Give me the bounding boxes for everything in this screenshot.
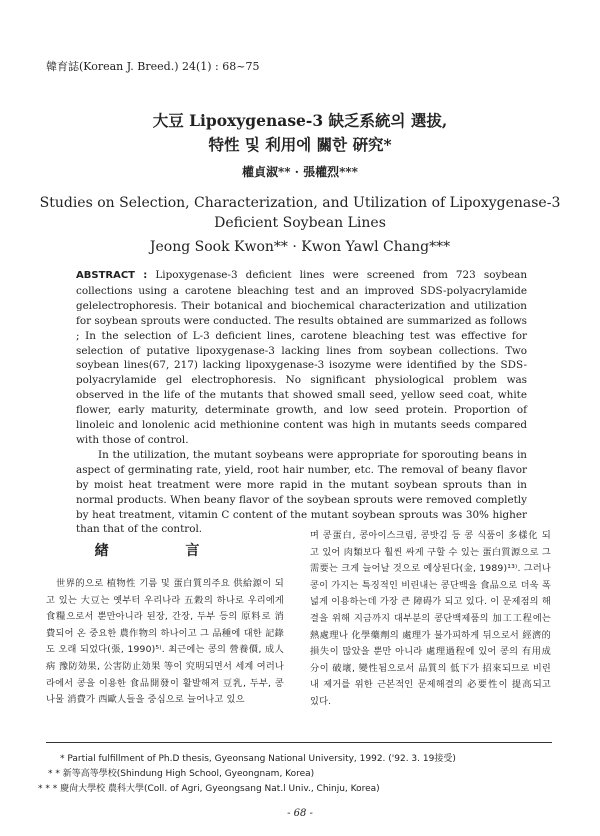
section-heading: 緖 言	[94, 543, 236, 559]
english-title	[0, 193, 600, 233]
english-title-line-2: Deficient Soybean Lines	[214, 215, 386, 231]
abstract	[76, 268, 527, 537]
journal-citation: 韓育誌(Korean J. Breed.) 24(1) : 68~75	[46, 60, 260, 73]
korean-title-line-2: 特性 및 利用에 關한 硏究*	[208, 135, 392, 154]
korean-authors: 權貞淑** · 張權烈***	[242, 165, 358, 179]
footnote-divider	[46, 742, 552, 743]
body-column-left	[46, 576, 284, 709]
body-left-text: 世界的으로 植物性 기름 및 蛋白質의주요 供給源이 되고 있는 大豆는 옛부터 우리나라 五穀의 하나로 우리에게 食糧으로서 뿐만아니라 된장, 간장, 두부 등의 原料로 消費되어 온 중요한 農作物의 하나이고 그 品種에 대한 記錄도 오래 되었다(張, 1990)⁵⁾. 최근에는 콩의 營養價, 成人病 豫防効果, 公害防止効果 等이 究明되면서 세계 여러나라에서 콩을 이용한 食品開發이 활발해져 豆乳, 두부, 콩나물 消費가 西歐人들을 중심으로 늘어나고 있으	[46, 578, 284, 706]
abstract-label: ABSTRACT :	[76, 270, 148, 281]
abstract-text-1: Lipoxygenase-3 deficient lines were screened from 723 soybean collections using a carotene bleaching test and an improved SDS-polyacrylamide gelelectrophoresis. Their botanical and biochemical characterization and utilization for soybean sprouts were conducted. The results obtained are summarized as follows ; In the selection of L-3 deficient lines, carotene bleaching test was effective for selection of putative lipoxygenase-3 lacking lines from soybean collections. Two soybean lines(67, 217) lacking lipoxygenase-3 isozyme were identified by the SDS-polyacrylamide gel electrophoresis. No significant physiological problem was observed in the life of the mutants that showed small seed, yellow seed coat, white flower, early maturity, determinate growth, and low seed protein. Proportion of linoleic and lonolenic acid methionine content was high in mutants seeds compared with those of control.	[76, 269, 528, 446]
footnote-2: * * 新等高等學校(Shindung High School, Gyeongnam, Korea)	[48, 769, 315, 779]
abstract-paragraph-2: In the utilization, the mutant soybeans were appropriate for sporouting beans in aspect of germinating rate, yield, root hair number, etc. The removal of beany flavor by moist heat treatment were more rapid in the mutant soybean sprouts than in normal products. When beany flavor of the soybean sprouts were removed completly by heat treatment, vitamin C content of the mutant soybean sprouts was 30% higher than that of the control.	[76, 448, 527, 536]
footnote-3: * * * 慶尙大學校 農科大學(Coll. of Agri, Gyeongsang Nat.l Univ., Chinju, Korea)	[38, 784, 380, 794]
english-authors: Jeong Sook Kwon** · Kwon Yawl Chang***	[149, 239, 451, 255]
korean-title-line-1: 大豆 Lipoxygenase-3 缺乏系統의 選拔,	[152, 111, 448, 130]
body-right-text: 며 콩蛋白, 콩아이스크림, 콩밧김 등 콩 식품이 多樣化 되고 있어 肉類보다 훨씬 싸게 구할 수 있는 蛋白質源으로 그 需要는 크게 늘어날 것으로 예상된다(金, 1989)¹³⁾. 그러나 콩이 가지는 특징적인 비린내는 콩단백을 食品으로 더욱 폭넓게 이용하는데 가장 큰 障碍가 되고 있다. 이 문제점의 해결을 위해 지금까지 대부분의 콩단백제품의 加工工程에는 熱處理나 化學藥劑의 處理가 불가피하게 뒤으로서 經濟的 損失이 많았을 뿐만 아니라 處理過程에 있어 콩의 有用成分이 破壞, 變性됨으로서 品質의 低下가 招來되므로 비린내 제거를 위한 근본적인 문제해결의 必要性이 提高되고 있다.	[310, 530, 551, 707]
english-title-line-1: Studies on Selection, Characterization, and Utilization of Lipoxygenase-3	[39, 195, 561, 211]
body-column-right	[310, 528, 551, 711]
abstract-paragraph-1	[76, 268, 527, 448]
footnote-1: * Partial fulfillment of Ph.D thesis, Gyeonsang National University, 1992. ('92. 3. 19接受)	[60, 754, 456, 764]
page-number: - 68 -	[287, 808, 313, 819]
